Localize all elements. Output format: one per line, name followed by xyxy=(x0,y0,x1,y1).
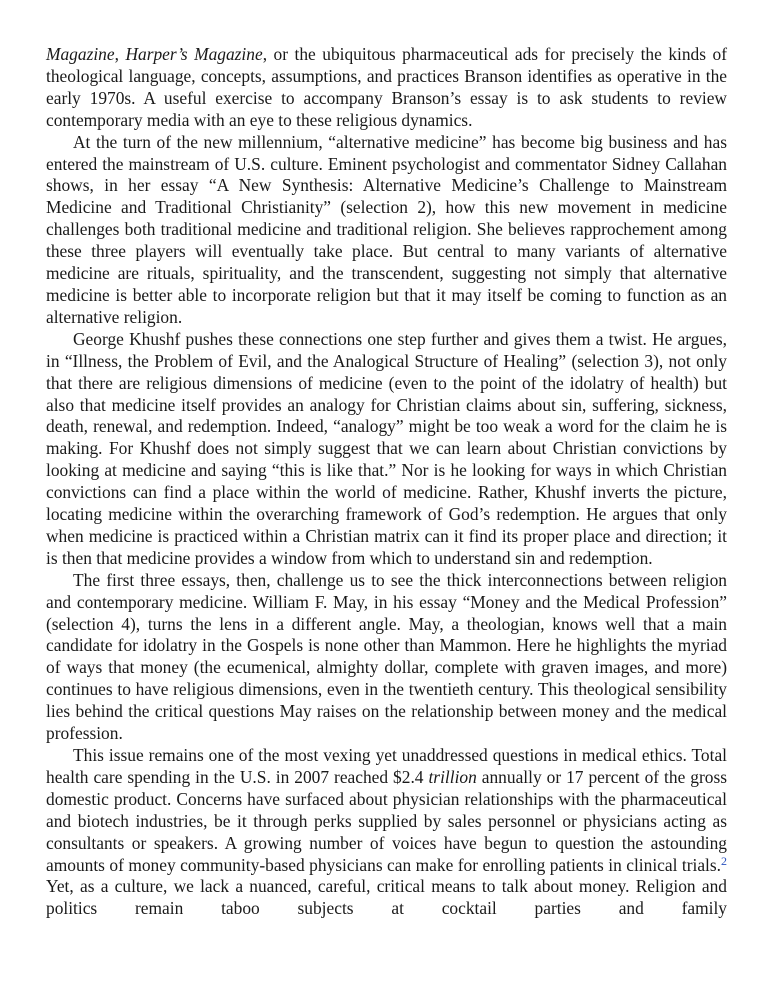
paragraph-4-segment-1: The first three essays, then, challenge us to see the thick interconnections between religion and contemporary medicine. William F. May, in his essay “Money and the Medical Profession” (selection 4), turns the lens in a different angle. May, a theologian, knows well that a main candidate for idolatry in the Gospels is none other than Mammon. Here he highlights the myriad of ways that money (the ecumenical, almighty dollar, complete with graven images, and more) continues to have religious dimensions, even in the twentieth century. This theological sensibility lies behind the critical questions May raises on the relationship between money and the medical profession. xyxy=(46,569,727,744)
footnote-reference-2[interactable]: 2 xyxy=(721,853,727,868)
paragraph-2-segment-1: At the turn of the new millennium, “alternative medicine” has become big business and has entered the mainstream of U.S. culture. Eminent psychologist and commentator Sidney Callahan shows, in her essay “A New Synthesis: Alternative Medicine’s Challenge to Mainstream Medicine and Traditional Christianity” (selection 2), how this new movement in medicine challenges both traditional medicine and traditional religion. She believes rapprochement among these three players will eventually take place. But central to many variants of alternative medicine are rituals, spirituality, and the transcendent, suggesting not simply that alternative medicine is better able to incorporate religion but that it may itself be coming to function as an alternative religion. xyxy=(46,131,727,327)
paragraph-5-segment-5: Yet, as a culture, we lack a nuanced, careful, critical means to talk about money. Religion and politics remain taboo subjects at cocktail parties and family xyxy=(46,876,727,919)
paragraph-2 xyxy=(46,132,727,329)
paragraph-5-segment-2: trillion xyxy=(428,766,477,787)
paragraph-1-segment-2: , xyxy=(114,44,126,64)
paragraph-5-segment-1: This issue remains one of the most vexing yet unaddressed questions in medical ethics. Total health care spending in the U.S. in 2007 reached $2.4 xyxy=(46,745,727,787)
paragraph-1 xyxy=(46,44,727,132)
book-page-body xyxy=(46,44,727,920)
paragraph-1-segment-3: Harper’s Magazine xyxy=(125,44,263,64)
paragraph-5 xyxy=(46,745,727,920)
paragraph-3 xyxy=(46,329,727,570)
paragraph-4 xyxy=(46,570,727,745)
paragraph-1-segment-4: , or the ubiquitous pharmaceutical ads for precisely the kinds of theological language, concepts, assumptions, and practices Branson identifies as operative in the early 1970s. A useful exercise to accompany Branson’s essay is to ask students to review contemporary media with an eye to these religious dynamics. xyxy=(46,44,727,130)
paragraph-3-segment-1: George Khushf pushes these connections one step further and gives them a twist. He argues, in “Illness, the Problem of Evil, and the Analogical Structure of Healing” (selection 3), not only that there are religious dimensions of medicine (even to the point of the idolatry of health) but also that medicine itself provides an analogy for Christian claims about sin, suffering, sickness, death, renewal, and redemption. Indeed, “analogy” might be too weak a word for the claim he is making. For Khushf does not simply suggest that we can learn about Christian convictions by looking at medicine and saying “this is like that.” Nor is he looking for ways in which Christian convictions can find a place within the world of medicine. Rather, Khushf inverts the picture, locating medicine within the overarching framework of God’s redemption. He argues that only when medicine is practiced within a Christian matrix can it find its proper place and direction; it is then that medicine provides a window from which to understand sin and redemption. xyxy=(46,328,727,568)
paragraph-1-segment-1: Magazine xyxy=(46,44,115,64)
paragraph-5-segment-3: annually or 17 percent of the gross domestic product. Concerns have surfaced about physician relationships with the pharmaceutical and biotech industries, be it through perks supplied by sales personnel or physicians acting as consultants or speakers. A growing number of voices have begun to question the astounding amounts of money community-based physicians can make for enrolling patients in clinical trials. xyxy=(46,766,727,875)
